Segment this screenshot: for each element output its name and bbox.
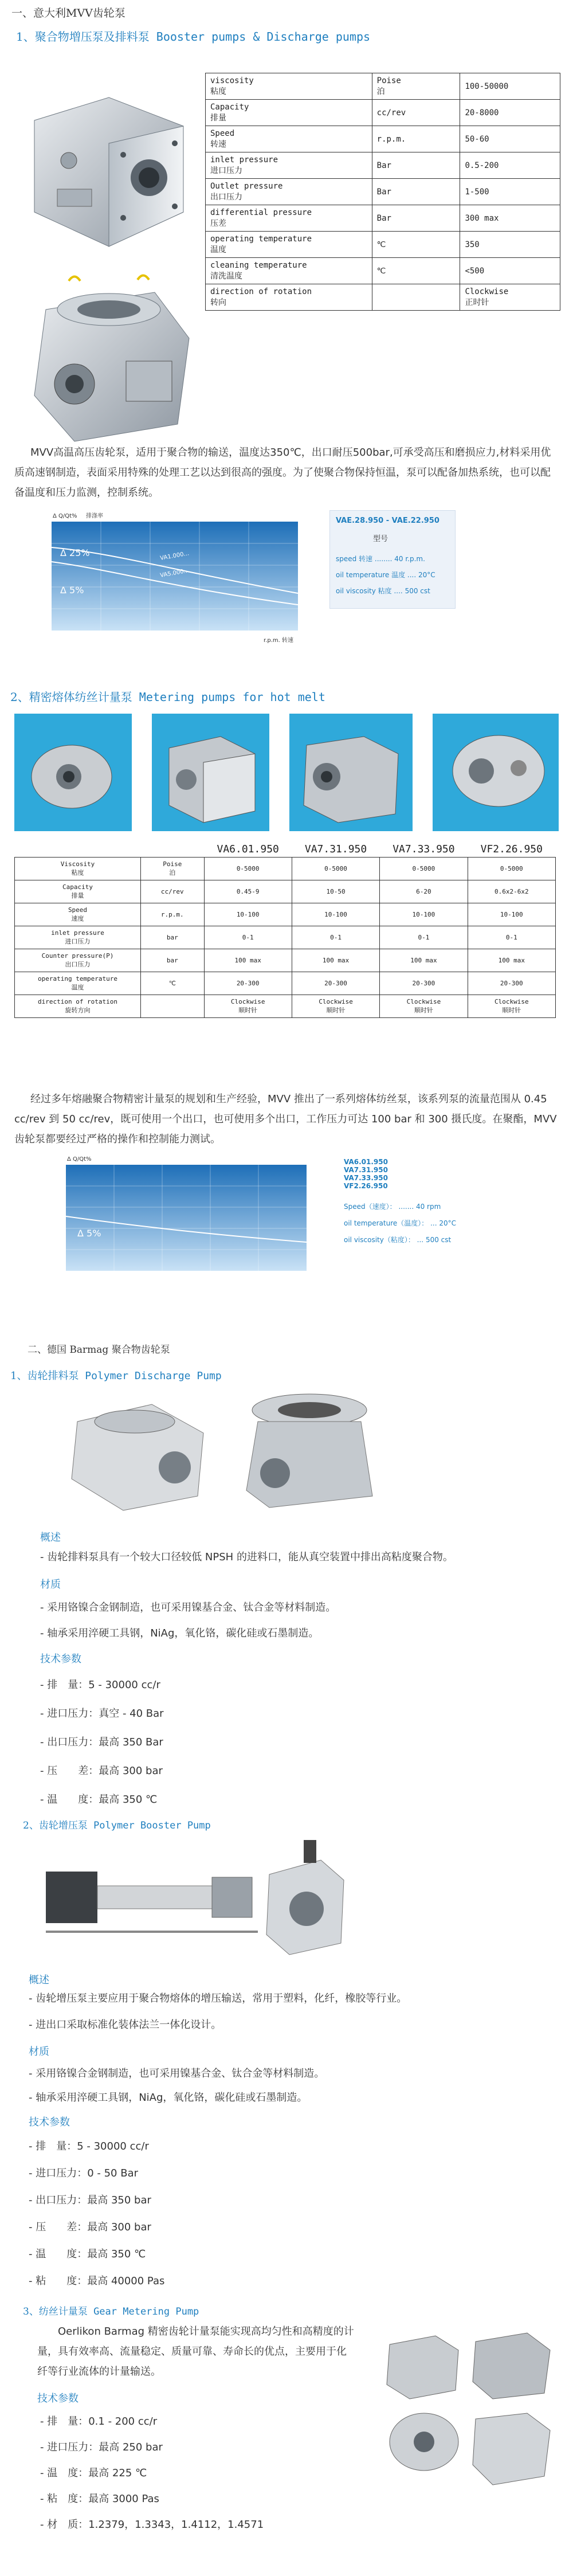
- spec-value: 100-50000: [460, 73, 560, 100]
- metering-description: 经过多年熔融聚合物精密计量泵的规划和生产经验，MVV 推出了一系列熔体纺丝泵，该系列泵的流量范围从 0.45 cc/rev 到 50 cc/rev，既可使用一个出口，也可使用多个出口，工作压力可达 100 bar 和 300 摄氏度。在聚酯，MVV 齿轮泵都要经过严格的操作和控制能力测试。: [14, 1093, 557, 1145]
- spec1-title: VAE.28.950 - VAE.22.950: [336, 516, 439, 525]
- tech-spec-item: - 压 差：最高 300 bar: [29, 2221, 151, 2233]
- chart1-p1: Δ 25%: [60, 547, 90, 558]
- efficiency-chart-1: [29, 507, 315, 648]
- spec1-visc: oil viscosity 粘度: [336, 587, 392, 595]
- spec-row: [206, 284, 560, 311]
- overview2-a: - 齿轮增压泵主要应用于聚合物熔体的增压输送，常用于塑料，化纤，橡胶等行业。: [29, 1992, 407, 2005]
- param-value: 0-1: [292, 926, 379, 949]
- spec2-temp: oil temperature（温度）：: [344, 1219, 429, 1227]
- spec-value: 300 max: [460, 205, 560, 232]
- model-header: VA6.01.950: [217, 843, 279, 855]
- param-unit: ℃: [141, 972, 205, 995]
- tech-spec-item: - 压 差：最高 300 bar: [40, 1765, 163, 1777]
- spec-row: [206, 258, 560, 284]
- chart1-ylabel: Δ Q/Qt%: [53, 513, 77, 519]
- spec-unit: r.p.m.: [372, 126, 460, 152]
- spec-unit: [372, 284, 460, 311]
- spec2-model-3: VA7.33.950: [344, 1174, 388, 1182]
- param-name: Capacity 排量: [15, 880, 141, 903]
- tech-spec-item: - 出口压力：最高 350 bar: [29, 2194, 151, 2206]
- spec-unit: cc/rev: [372, 100, 460, 126]
- spec-row: [206, 152, 560, 179]
- chart1-ylabel2: 排涤率: [86, 513, 103, 519]
- sub-heading-booster-pump: [23, 1817, 211, 1831]
- sub-title: 齿轮增压泵 Polymer Booster Pump: [38, 1820, 211, 1831]
- table-row: [15, 903, 556, 926]
- tech-spec-item: - 排 量：0.1 - 200 cc/r: [40, 2416, 158, 2428]
- spec-unit: ℃: [372, 232, 460, 258]
- sub-title: 聚合物増压泵及排料泵 Booster pumps & Discharge pumps: [34, 30, 371, 44]
- spec-value: <500: [460, 258, 560, 284]
- tech-spec-item: - 进口压力：0 - 50 Bar: [29, 2167, 139, 2179]
- spec-row: [206, 73, 560, 100]
- spec-unit: Bar: [372, 152, 460, 179]
- param-unit: cc/rev: [141, 880, 205, 903]
- chart2-ylabel: Δ Q/Qt%: [67, 1156, 92, 1162]
- overview-text: - 齿轮排料泵具有一个较大口径较低 NPSH 的进料口，能从真空装置中排出高粘度聚合物。: [40, 1551, 453, 1563]
- material-heading: 材质: [40, 1579, 61, 1591]
- spec2-temp-value: 20°C: [439, 1219, 456, 1227]
- param-value: 0-5000: [380, 858, 468, 880]
- spec-unit: Bar: [372, 205, 460, 232]
- spec-value: 1-500: [460, 179, 560, 205]
- spec2-model-1: VA6.01.950: [344, 1158, 388, 1166]
- chart1-spec-box: VAE.28.950 - VAE.22.950 型号 speed 转速 ........ 40 r.p.m. oil temperature 温度 .... 20°C oil viscosity 粘度 .... 500 cst: [329, 510, 456, 609]
- metering-pump-image-1: [14, 714, 132, 831]
- spec-unit: Poise 泊: [372, 73, 460, 100]
- model-header: VA7.31.950: [304, 843, 367, 855]
- param-name: inlet pressure 进口压力: [15, 926, 141, 949]
- spec-param: Speed 转速: [206, 126, 372, 152]
- spec-param: cleaning temperature 清洗温度: [206, 258, 372, 284]
- chart2-p1: Δ 5%: [77, 1228, 101, 1239]
- chart1-curve1: VA1.000...: [159, 550, 190, 562]
- table-row: [15, 949, 556, 972]
- model-header: [15, 841, 141, 858]
- spec-row: [206, 179, 560, 205]
- param-value: 10-100: [204, 903, 292, 926]
- spec-row: [206, 205, 560, 232]
- overview2-b: - 进出口采取标准化装体法兰一体化设计。: [29, 2019, 222, 2031]
- sub-title: 齿轮排料泵 Polymer Discharge Pump: [27, 1370, 222, 1382]
- tech3-heading: 技术参数: [37, 2393, 79, 2405]
- param-value: 100 max: [292, 949, 379, 972]
- material-1: - 采用铬镍合金钢制造，也可采用镍基合金、钛合金等材料制造。: [40, 1602, 336, 1614]
- param-value: 0.6x2-6x2: [468, 880, 555, 903]
- spec-param: viscosity 粘度: [206, 73, 372, 100]
- tech-spec-item: - 温 度：最高 225 ℃: [40, 2467, 147, 2479]
- param-value: Clockwise 顺时针: [292, 995, 379, 1018]
- param-unit: Poise 泊: [141, 858, 205, 880]
- spec2-model-4: VF2.26.950: [344, 1182, 388, 1190]
- spec-param: differential pressure 压差: [206, 205, 372, 232]
- tech-heading: 技术参数: [40, 1653, 81, 1665]
- param-name: Viscosity 粘度: [15, 858, 141, 880]
- param-name: direction of rotation 旋转方向: [15, 995, 141, 1018]
- booster-pump-photo: [252, 1840, 355, 1960]
- param-value: 6-20: [380, 880, 468, 903]
- sub-heading-discharge: [10, 1368, 222, 1383]
- spec-unit: Bar: [372, 179, 460, 205]
- param-value: Clockwise 顺时针: [468, 995, 555, 1018]
- model-header: VF2.26.950: [480, 843, 543, 855]
- spec-value: 20-8000: [460, 100, 560, 126]
- tech-spec-item: - 温 度：最高 350 ℃: [29, 2248, 146, 2260]
- spec1-speed-value: 40 r.p.m.: [394, 555, 425, 563]
- sub-num: 3、: [23, 2306, 39, 2317]
- param-value: 20-300: [292, 972, 379, 995]
- spec2-visc: oil viscosity（粘度）：: [344, 1236, 415, 1244]
- param-value: 0-1: [468, 926, 555, 949]
- param-value: 10-100: [380, 903, 468, 926]
- metering-pump-image-4: [433, 714, 559, 831]
- sub-heading-booster: [16, 28, 370, 44]
- spec-value: 50-60: [460, 126, 560, 152]
- param-value: 100 max: [468, 949, 555, 972]
- gear-metering-description: Oerlikon Barmag 精密齿轮计量泵能实现高均匀性和高精度的计量，具有效率高、流量稳定、质量可靠、寿命长的优点，主要用于化纤等行业流体的计量输送。: [37, 2326, 354, 2378]
- param-value: 0-5000: [468, 858, 555, 880]
- tech-spec-item: - 进口压力：最高 250 bar: [40, 2441, 163, 2453]
- sub-num: 1、: [10, 1370, 28, 1382]
- spec1-speed: speed 转速: [336, 555, 373, 563]
- param-value: 0-5000: [204, 858, 292, 880]
- param-unit: bar: [141, 926, 205, 949]
- metering-pump-image-3: [289, 714, 413, 831]
- spec-param: Capacity 排量: [206, 100, 372, 126]
- chart1-xlabel: r.p.m. 转速: [264, 637, 293, 644]
- param-name: Speed 速度: [15, 903, 141, 926]
- booster-description: MVV高温高压齿轮泵，适用于聚合物的输送，温度达350℃，出口耐压500bar,可承受高压和磨损应力,材料采用优质高速钢制造，表面采用特殊的处理工艺以达到很高的强度。为了使聚合物保持恒温，泵可以配备加热系统，也可以配备温度和压力监测，控制系统。: [14, 447, 551, 499]
- param-value: 10-100: [468, 903, 555, 926]
- table-row: [15, 995, 556, 1018]
- spec2-model-2: VA7.31.950: [344, 1166, 388, 1174]
- param-value: 0-1: [204, 926, 292, 949]
- param-value: 0-1: [380, 926, 468, 949]
- param-value: 20-300: [468, 972, 555, 995]
- param-value: 100 max: [380, 949, 468, 972]
- tech-spec-item: - 排 量：5 - 30000 cc/r: [29, 2140, 149, 2152]
- material2-a: - 采用铬镍合金钢制造，也可采用镍基合金、钛合金等材料制造。: [29, 2068, 325, 2080]
- spec2-speed-value: 40 rpm: [415, 1203, 441, 1211]
- tech-spec-item: - 粘 度：最高 40000 Pas: [29, 2275, 165, 2287]
- spec-row: [206, 100, 560, 126]
- param-unit: bar: [141, 949, 205, 972]
- booster-pump-image: [11, 75, 201, 258]
- section-2-title: 二、德国 Barmag 聚合物齿轮泵: [28, 1344, 170, 1356]
- chart1-curve2: VA5.000...: [159, 567, 190, 579]
- sub-num: 1、: [16, 30, 35, 44]
- table-row: [15, 880, 556, 903]
- table-row: [15, 926, 556, 949]
- spec-param: inlet pressure 进口压力: [206, 152, 372, 179]
- tech-spec-item: - 材 质：1.2379，1.3343，1.4112，1.4571: [40, 2519, 264, 2531]
- sub-title: 纺丝计量泵 Gear Metering Pump: [38, 2306, 199, 2317]
- material2-heading: 材质: [29, 2046, 49, 2058]
- discharge-pump-photo-2: [223, 1387, 393, 1519]
- section-1-title: 一、意大利MVV齿轮泵: [11, 7, 125, 19]
- table-row: [15, 972, 556, 995]
- overview2-heading: 概述: [29, 1974, 49, 1986]
- param-value: 20-300: [380, 972, 468, 995]
- tech-spec-item: - 出口压力：最高 350 Bar: [40, 1736, 163, 1748]
- param-name: Counter pressure(P) 出口压力: [15, 949, 141, 972]
- spec-row: [206, 232, 560, 258]
- material-2: - 轴承采用淬硬工具钢，NiAg，氧化铬，碳化硅或石墨制造。: [40, 1627, 319, 1639]
- gear-metering-pump-photos: [372, 2327, 562, 2491]
- tech-spec-item: - 温 度：最高 350 ℃: [40, 1794, 158, 1806]
- spec-param: operating temperature 温度: [206, 232, 372, 258]
- spec2-visc-value: 500 cst: [425, 1236, 452, 1244]
- param-value: 0-5000: [292, 858, 379, 880]
- discharge-pump-photo-1: [54, 1387, 221, 1519]
- sub-title: 精密熔体纺丝计量泵 Metering pumps for hot melt: [29, 690, 325, 704]
- param-value: 100 max: [204, 949, 292, 972]
- spec1-visc-value: 500 cst: [405, 587, 430, 595]
- tech-spec-item: - 进口压力：真空 - 40 Bar: [40, 1708, 164, 1720]
- sub-num: 2、: [10, 690, 29, 704]
- sub-heading-metering: [10, 688, 325, 704]
- spec-value: 0.5-200: [460, 152, 560, 179]
- model-header: [141, 841, 205, 858]
- spec-param: direction of rotation 转向: [206, 284, 372, 311]
- tech-spec-item: - 粘 度：最高 3000 Pas: [40, 2493, 159, 2505]
- spec1-temp-value: 20°C: [418, 571, 435, 579]
- param-value: Clockwise 顺时针: [380, 995, 468, 1018]
- spec-param: Outlet pressure 出口压力: [206, 179, 372, 205]
- spec-value: 350: [460, 232, 560, 258]
- param-unit: r.p.m.: [141, 903, 205, 926]
- booster-system-photo: [40, 1849, 264, 1943]
- metering-pump-image-2: [152, 714, 269, 831]
- param-name: operating temperature 温度: [15, 972, 141, 995]
- spec-unit: ℃: [372, 258, 460, 284]
- overview-heading: 概述: [40, 1532, 61, 1544]
- param-unit: [141, 995, 205, 1018]
- spec1-model: 型号: [373, 535, 388, 543]
- spec2-speed: Speed（速度）：: [344, 1203, 397, 1211]
- sub-num: 2、: [23, 1820, 39, 1831]
- discharge-pump-image: [11, 269, 201, 459]
- param-value: 20-300: [204, 972, 292, 995]
- chart1-p2: Δ 5%: [60, 585, 84, 596]
- param-value: 0.45-9: [204, 880, 292, 903]
- param-value: 10-50: [292, 880, 379, 903]
- spec-row: [206, 126, 560, 152]
- param-value: Clockwise 顺时针: [204, 995, 292, 1018]
- chart2-spec-legend: VA6.01.950 VA7.31.950 VA7.33.950 VF2.26.950 Speed（速度）： ....... 40 rpm oil temperature（温度）： ... 20°C oil viscosity（粘度）： ... 500 cst: [344, 1158, 516, 1255]
- table-row: [15, 858, 556, 880]
- efficiency-chart-2: [43, 1150, 318, 1288]
- sub-heading-gear-metering: [23, 2303, 199, 2317]
- material2-b: - 轴承采用淬硬工具钢，NiAg，氧化铬，碳化硅或石墨制造。: [29, 2092, 308, 2104]
- tech2-heading: 技术参数: [29, 2116, 70, 2128]
- tech-spec-item: - 排 量：5 - 30000 cc/r: [40, 1679, 160, 1691]
- booster-spec-table: [205, 73, 560, 311]
- metering-spec-table: [14, 841, 556, 1018]
- param-value: 10-100: [292, 903, 379, 926]
- model-header: VA7.33.950: [393, 843, 455, 855]
- spec-value: Clockwise 正时针: [460, 284, 560, 311]
- spec1-temp: oil temperature 温度: [336, 571, 406, 579]
